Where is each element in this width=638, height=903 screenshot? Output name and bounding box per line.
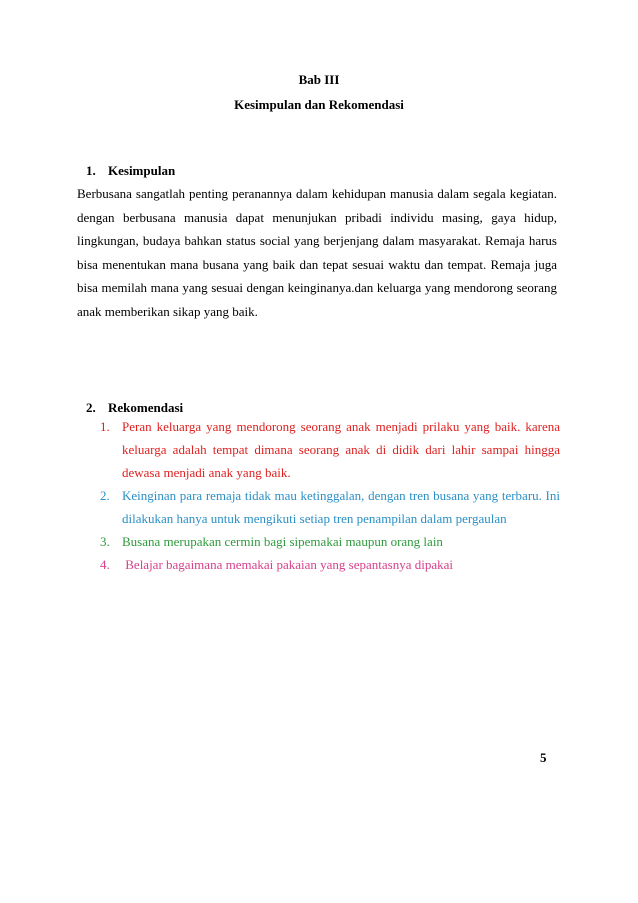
section-heading-kesimpulan [86,163,175,179]
item-number: 4. [100,557,110,572]
item-text: Belajar bagaimana memakai pakaian yang sepantasnya dipakai [122,557,453,572]
item-text: Keinginan para remaja tidak mau ketinggalan, dengan tren busana yang terbaru. Ini dilakukan hanya untuk mengikuti setiap tren penampilan dalam pergaulan [122,488,560,526]
item-number: 3. [100,534,110,549]
item-number: 2. [100,488,110,503]
section-number: 2. [86,400,96,415]
section-number: 1. [86,163,96,178]
recommendation-item [100,484,560,530]
chapter-title: Kesimpulan dan Rekomendasi [234,97,404,112]
recommendation-item [100,415,560,484]
recommendation-list [100,415,560,576]
item-text: Busana merupakan cermin bagi sipemakai maupun orang lain [122,534,443,549]
section-heading-rekomendasi [86,400,183,416]
page-number: 5 [540,750,547,765]
section-title: Kesimpulan [108,163,176,178]
recommendation-item [100,553,560,576]
section-title: Rekomendasi [108,400,184,415]
item-text: Peran keluarga yang mendorong seorang anak menjadi prilaku yang baik. karena keluarga adalah tempat dimana seorang anak di didik dari lahir sampai hingga dewasa menjadi anak yang baik. [122,419,560,480]
recommendation-item [100,530,560,553]
chapter-label: Bab III [298,72,340,87]
kesimpulan-paragraph: Berbusana sangatlah penting peranannya dalam kehidupan manusia dalam segala kegiatan. dengan berbusana manusia dapat menunjukan pribadi individu masing, gaya hidup, lingkungan, budaya bahkan status social yang berjenjang dalam masyarakat. Remaja harus bisa menentukan mana busana yang baik dan tepat sesuai waktu dan tempat. Remaja juga bisa memilah mana yang sesuai dengan keinginanya.dan keluarga yang mendorong seorang anak memberikan sikap yang baik. [77,186,557,319]
item-number: 1. [100,419,110,434]
